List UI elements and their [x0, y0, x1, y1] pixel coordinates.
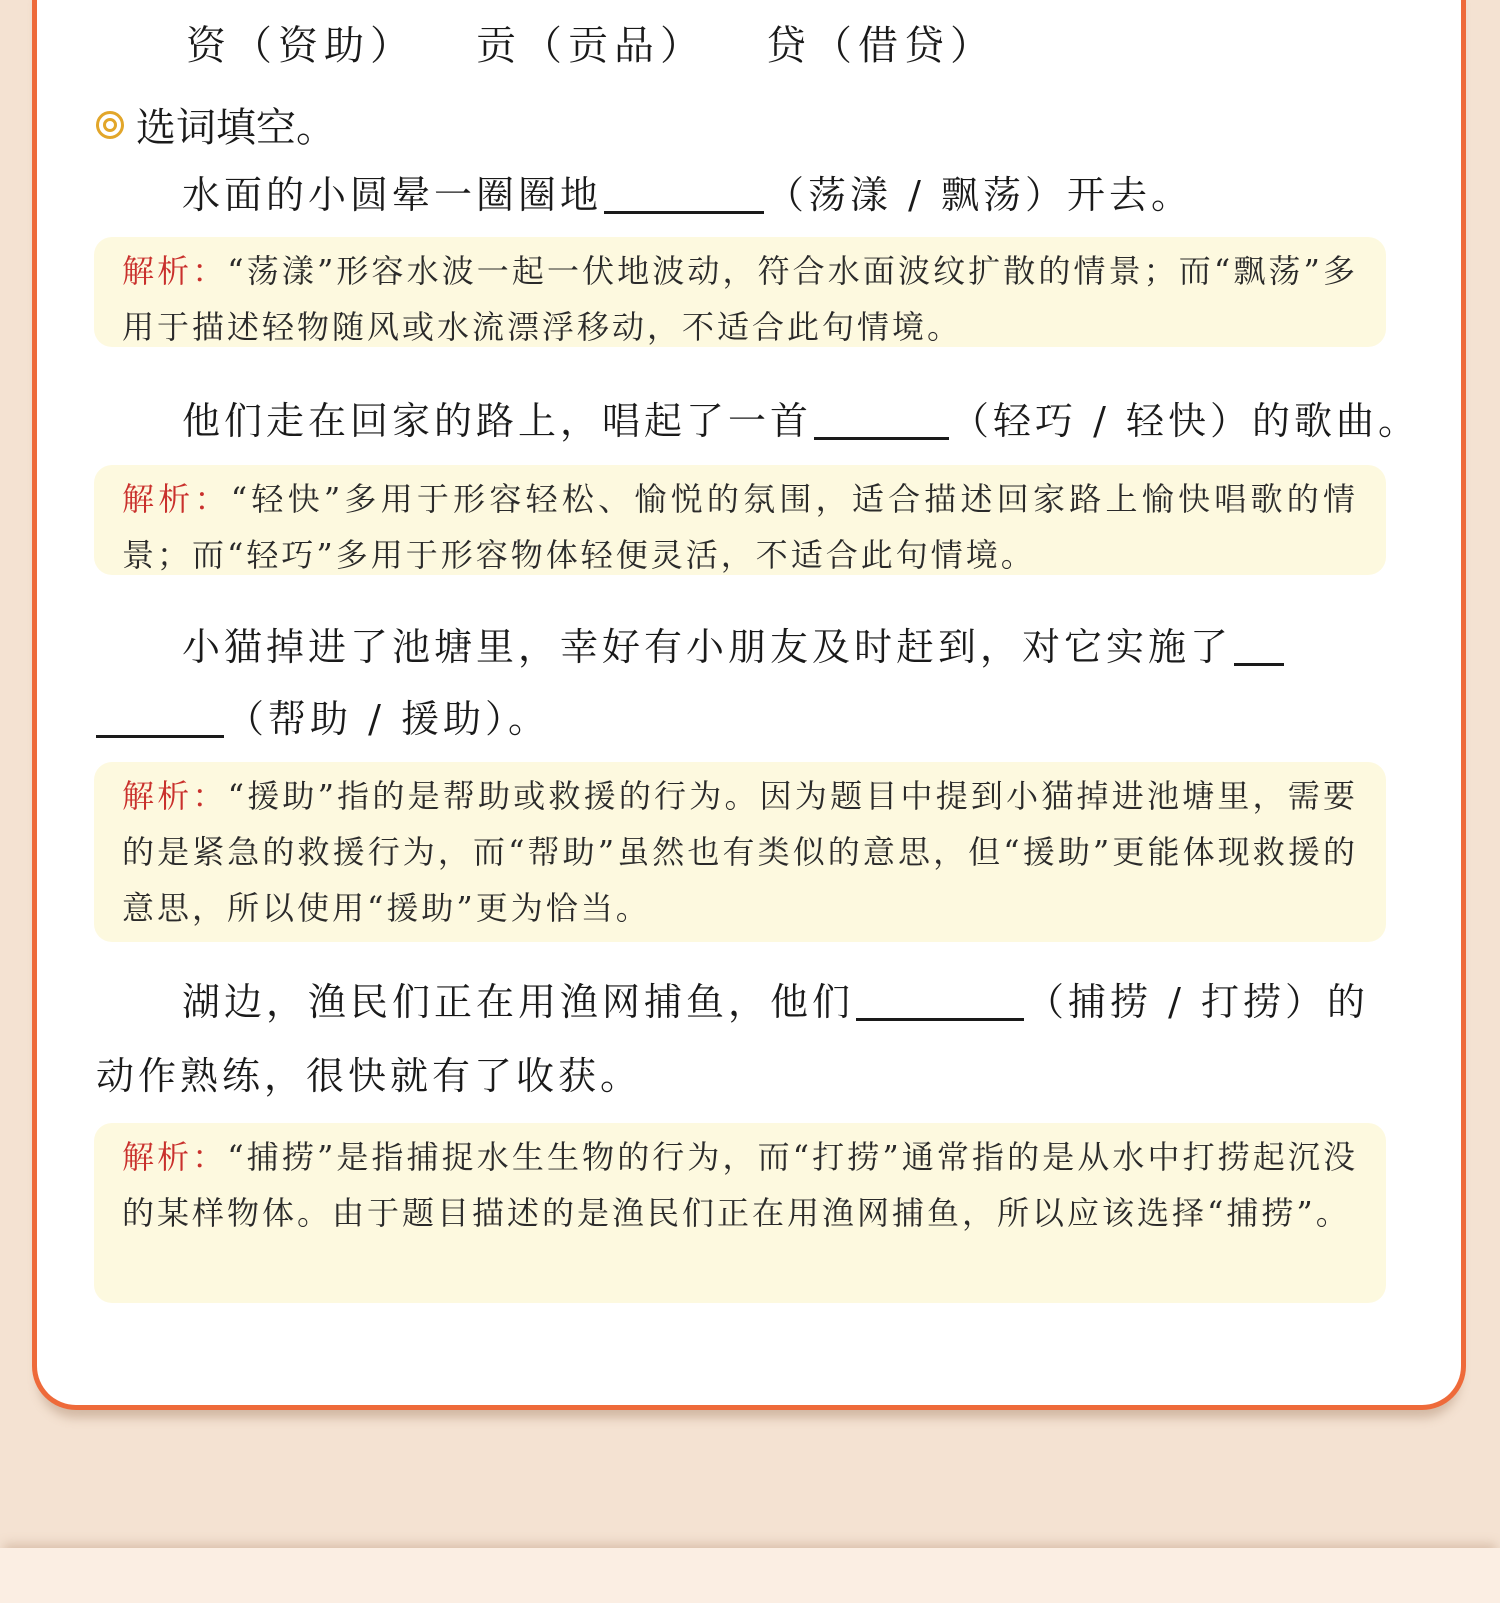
bottom-shelf [0, 1548, 1500, 1603]
fill-blank[interactable] [1234, 629, 1284, 666]
question-2 [182, 399, 1420, 443]
analysis-text: “捕捞”是指捕捉水生生物的行为，而“打捞”通常指的是从水中打捞起沉没的某样物体。由于题目描述的是渔民们正在用渔网捕鱼，所以应该选择“捕捞”。 [122, 1138, 1358, 1232]
section-title: 选词填空。 [136, 105, 336, 151]
analysis-box-4 [94, 1123, 1386, 1303]
question-text: 动作熟练，很快就有了收获。 [96, 1054, 643, 1098]
analysis-box-1 [94, 237, 1386, 347]
analysis-text: “荡漾”形容水波一起一伏地波动，符合水面波纹扩散的情景；而“飘荡”多用于描述轻物随风或水流漂浮移动，不适合此句情境。 [122, 252, 1358, 346]
question-text: 他们走在回家的路上，唱起了一首 [182, 399, 813, 443]
double-circle-bullet-icon [96, 111, 124, 139]
question-1 [182, 173, 1193, 217]
analysis-box-3 [94, 762, 1386, 942]
analysis-label: 解析： [122, 480, 231, 518]
analysis-text: “援助”指的是帮助或救援的行为。因为题目中提到小猫掉进池塘里，需要的是紧急的救援行为，而“帮助”虽然也有类似的意思，但“援助”更能体现救援的意思，所以使用“援助”更为恰当。 [122, 777, 1358, 927]
question-3 [182, 625, 1286, 669]
question-options: （捕捞 / 打捞）的 [1026, 980, 1369, 1024]
analysis-box-2 [94, 465, 1386, 575]
question-text: 水面的小圆晕一圈圈地 [182, 173, 603, 217]
fill-blank[interactable] [604, 177, 764, 214]
question-text: 湖边，渔民们正在用渔网捕鱼，他们 [182, 980, 855, 1024]
question-options: （荡漾 / 飘荡）开去。 [766, 173, 1193, 217]
fill-blank[interactable] [856, 984, 1024, 1021]
analysis-label: 解析： [122, 252, 228, 290]
analysis-label: 解析： [122, 1138, 228, 1176]
fill-blank[interactable] [96, 701, 224, 738]
question-options: （帮助 / 援助）。 [226, 697, 550, 741]
question-3-line-2 [96, 697, 550, 741]
question-options: （轻巧 / 轻快）的歌曲。 [951, 399, 1420, 443]
analysis-label: 解析： [122, 777, 228, 815]
question-4 [182, 980, 1369, 1024]
analysis-text: “轻快”多用于形容轻松、愉悦的氛围，适合描述回家路上愉快唱歌的情景；而“轻巧”多用于形容物体轻便灵活，不适合此句情境。 [122, 480, 1358, 574]
question-4-line-2 [96, 1054, 643, 1098]
word-example: 资（资助） [186, 23, 416, 69]
word-example: 贷（借贷） [766, 23, 996, 69]
fill-blank[interactable] [814, 403, 949, 440]
question-text: 小猫掉进了池塘里，幸好有小朋友及时赶到，对它实施了 [182, 625, 1233, 669]
word-example: 贡（贡品） [476, 23, 706, 69]
section-heading [96, 96, 336, 153]
word-examples-row [186, 14, 996, 71]
